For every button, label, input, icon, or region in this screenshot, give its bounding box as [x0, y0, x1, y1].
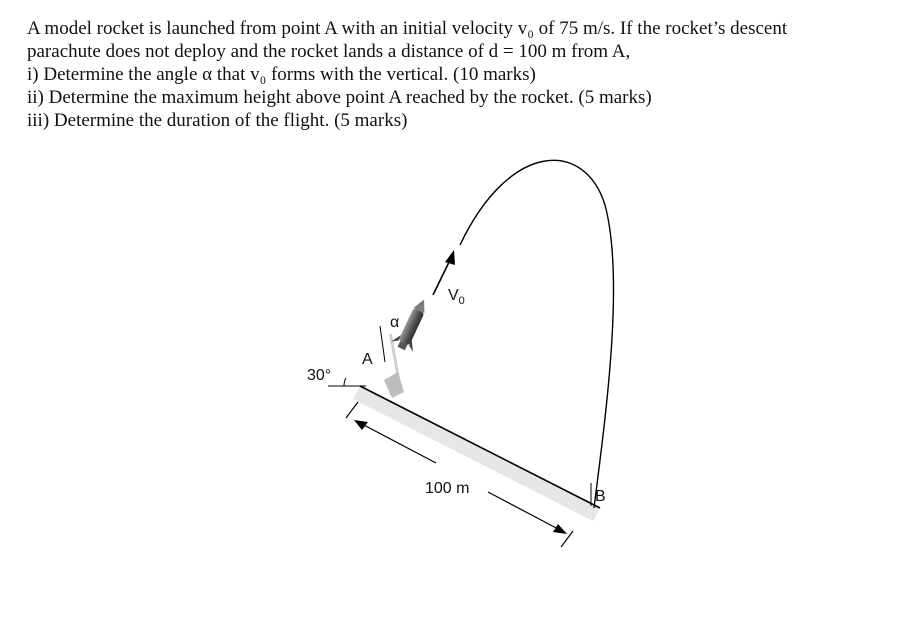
question-3: iii) Determine the duration of the flight. (5 marks) — [27, 110, 408, 131]
velocity-label: $V_0$ — [448, 287, 465, 307]
incline-angle-arc — [344, 378, 346, 386]
question-2: ii) Determine the maximum height above point A reached by the rocket. (5 marks) — [27, 87, 652, 108]
distance-dimension — [346, 402, 573, 547]
incline-ground — [353, 386, 600, 521]
alpha-label: α — [390, 314, 400, 331]
question-1: i) Determine the angle α that v₀ forms with the vertical. (10 marks) — [27, 64, 536, 85]
problem-intro-line-1: A model rocket is launched from point A with an initial velocity v₀ of 75 m/s. If the rocket’s descent — [27, 18, 788, 39]
point-a-label: A — [362, 351, 373, 368]
point-b-label: B — [595, 488, 606, 505]
incline-angle-label: 30° — [307, 367, 332, 384]
problem-intro-line-2: parachute does not deploy and the rocket lands a distance of d = 100 m from A, — [27, 41, 631, 62]
distance-label: 100 m — [425, 480, 470, 497]
